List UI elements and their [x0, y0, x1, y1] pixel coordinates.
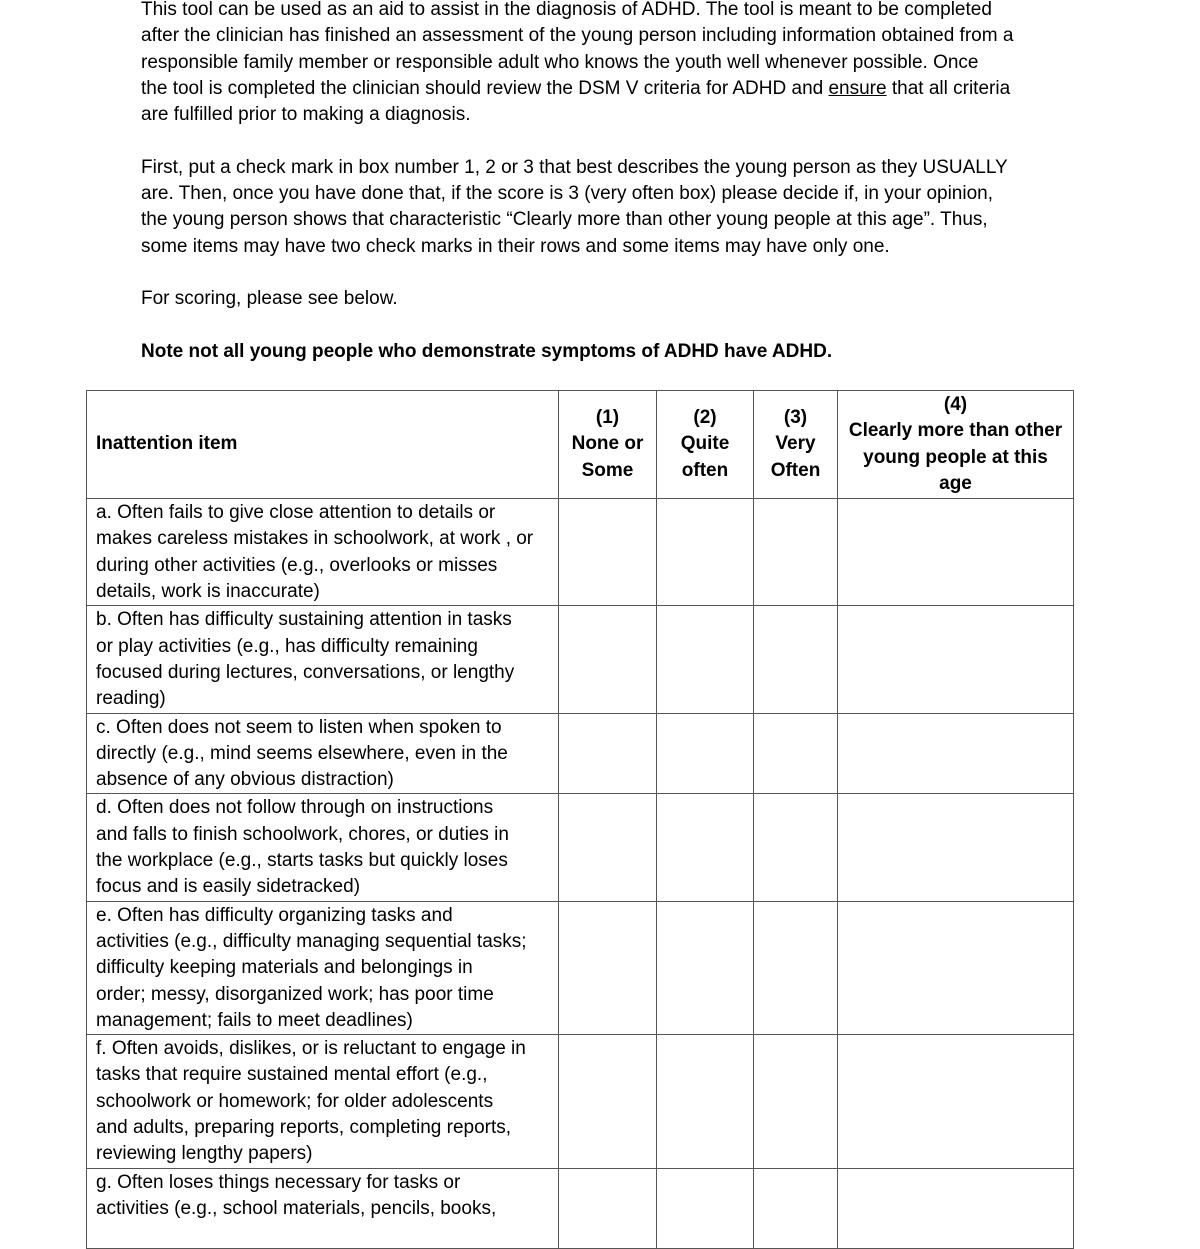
intro-line	[141, 76, 1071, 102]
item-line: g. Often loses things necessary for tasks or	[96, 1171, 461, 1193]
intro-line: This tool can be used as an aid to assist in the diagnosis of ADHD. The tool is meant to be completed	[141, 0, 992, 20]
table-row-item-a	[87, 499, 1074, 606]
item-g-checkbox-1[interactable]	[559, 1168, 657, 1248]
item-line: details, work is inaccurate)	[96, 581, 320, 603]
item-line: reading)	[96, 688, 166, 710]
item-line: activities (e.g., difficulty managing sequential tasks;	[96, 930, 527, 952]
item-a-checkbox-4[interactable]	[838, 499, 1074, 606]
item-e-checkbox-4[interactable]	[838, 901, 1074, 1034]
column-header-line: Quite	[680, 433, 730, 455]
column-header-clearly-more	[838, 391, 1074, 499]
item-g-text	[87, 1168, 559, 1248]
intro-line-part: the tool is completed the clinician should review the DSM V criteria for ADHD and	[141, 77, 829, 99]
intro-line-part: that all criteria	[886, 77, 1011, 99]
intro-line: some items may have two check marks in their rows and some items may have only one.	[141, 235, 890, 257]
item-line: activities (e.g., school materials, pencils, books,	[96, 1197, 497, 1219]
item-f-checkbox-1[interactable]	[559, 1035, 657, 1168]
inattention-item-header: Inattention item	[87, 391, 559, 499]
item-d-checkbox-3[interactable]	[754, 794, 838, 901]
item-b-checkbox-3[interactable]	[754, 606, 838, 713]
item-b-text	[87, 606, 559, 713]
table-header-row	[87, 391, 1074, 499]
item-d-checkbox-1[interactable]	[559, 794, 657, 901]
intro-line: are. Then, once you have done that, if the score is 3 (very often box) please decide if, in your opinion,	[141, 183, 993, 205]
item-line: a. Often fails to give close attention to details or	[96, 502, 496, 524]
item-line: management; fails to meet deadlines)	[96, 1009, 413, 1031]
item-a-text	[87, 499, 559, 606]
column-header-none-or-some	[559, 391, 657, 499]
table-row-item-g	[87, 1168, 1074, 1248]
item-line: d. Often does not follow through on instructions	[96, 797, 494, 819]
intro-line: First, put a check mark in box number 1, 2 or 3 that best describes the young person as they USUALLY	[141, 156, 1008, 178]
ensure-underlined-word: ensure	[828, 77, 887, 99]
intro-line: after the clinician has finished an assessment of the young person including information obtained from a	[141, 25, 1014, 47]
column-header-line: age	[939, 472, 972, 494]
column-header-line: (2)	[693, 407, 717, 429]
column-header-line: (3)	[783, 407, 808, 429]
inattention-table	[86, 390, 1074, 1249]
item-f-checkbox-4[interactable]	[838, 1035, 1074, 1168]
column-header-line: often	[681, 459, 729, 481]
column-header-line: Some	[581, 459, 634, 481]
instructions	[141, 0, 1071, 365]
item-b-checkbox-1[interactable]	[559, 606, 657, 713]
item-e-checkbox-3[interactable]	[754, 901, 838, 1034]
intro-paragraph-1	[141, 0, 1071, 128]
item-line: f. Often avoids, dislikes, or is reluctant to engage in	[96, 1038, 526, 1060]
item-line: and adults, preparing reports, completing reports,	[96, 1117, 512, 1139]
item-f-checkbox-3[interactable]	[754, 1035, 838, 1168]
column-header-very-often	[754, 391, 838, 499]
column-header-line: None or	[571, 433, 644, 455]
item-line: or play activities (e.g., has difficulty remaining	[96, 635, 478, 657]
item-f-text	[87, 1035, 559, 1168]
item-a-checkbox-2[interactable]	[657, 499, 754, 606]
item-e-checkbox-2[interactable]	[657, 901, 754, 1034]
intro-paragraph-2	[141, 155, 1071, 260]
adhd-disclaimer: Note not all young people who demonstrate symptoms of ADHD have ADHD.	[141, 340, 833, 362]
item-a-checkbox-3[interactable]	[754, 499, 838, 606]
item-line: focus and is easily sidetracked)	[96, 876, 361, 898]
table-row-item-f	[87, 1035, 1074, 1168]
item-line: e. Often has difficulty organizing tasks and	[96, 904, 453, 926]
column-header-quite-often	[657, 391, 754, 499]
table-row-item-e	[87, 901, 1074, 1034]
table-row-item-d	[87, 794, 1074, 901]
scoring-note: For scoring, please see below.	[141, 288, 398, 310]
item-line: c. Often does not seem to listen when spoken to	[96, 716, 502, 738]
item-line: makes careless mistakes in schoolwork, at work , or	[96, 528, 534, 550]
item-f-checkbox-2[interactable]	[657, 1035, 754, 1168]
item-d-text	[87, 794, 559, 901]
item-line: absence of any obvious distraction)	[96, 769, 394, 791]
table-row-item-b	[87, 606, 1074, 713]
column-header-line: (1)	[595, 407, 620, 429]
item-line: order; messy, disorganized work; has poor time	[96, 983, 494, 1005]
item-d-checkbox-2[interactable]	[657, 794, 754, 901]
item-b-checkbox-2[interactable]	[657, 606, 754, 713]
item-b-checkbox-4[interactable]	[838, 606, 1074, 713]
item-a-checkbox-1[interactable]	[559, 499, 657, 606]
intro-line: the young person shows that characteristic “Clearly more than other young people at this age”. Thus,	[141, 209, 988, 231]
item-e-checkbox-1[interactable]	[559, 901, 657, 1034]
item-line: focused during lectures, conversations, or lengthy	[96, 661, 515, 683]
item-e-text	[87, 901, 559, 1034]
item-c-checkbox-4[interactable]	[838, 713, 1074, 794]
item-line: b. Often has difficulty sustaining attention in tasks	[96, 609, 512, 631]
item-line: during other activities (e.g., overlooks or misses	[96, 554, 498, 576]
item-g-checkbox-3[interactable]	[754, 1168, 838, 1248]
intro-line: responsible family member or responsible adult who knows the youth well whenever possible. Once	[141, 51, 979, 73]
item-line: the workplace (e.g., starts tasks but quickly loses	[96, 850, 508, 872]
column-header-line: young people at this	[863, 446, 1048, 468]
item-line: directly (e.g., mind seems elsewhere, even in the	[96, 742, 508, 764]
item-c-checkbox-2[interactable]	[657, 713, 754, 794]
item-c-text	[87, 713, 559, 794]
item-g-checkbox-2[interactable]	[657, 1168, 754, 1248]
table-row-item-c	[87, 713, 1074, 794]
column-header-line: Clearly more than other	[848, 420, 1063, 442]
item-line: reviewing lengthy papers)	[96, 1143, 313, 1165]
item-c-checkbox-1[interactable]	[559, 713, 657, 794]
column-header-line: Very	[775, 433, 816, 455]
item-g-checkbox-4[interactable]	[838, 1168, 1074, 1248]
column-header-line: Often	[770, 459, 821, 481]
item-line: difficulty keeping materials and belongings in	[96, 957, 473, 979]
item-d-checkbox-4[interactable]	[838, 794, 1074, 901]
intro-line: are fulfilled prior to making a diagnosis.	[141, 104, 471, 126]
column-header-line: (4)	[943, 394, 968, 415]
item-line: tasks that require sustained mental effort (e.g.,	[96, 1064, 488, 1086]
item-c-checkbox-3[interactable]	[754, 713, 838, 794]
item-line: and falls to finish schoolwork, chores, or duties in	[96, 823, 509, 845]
item-line: schoolwork or homework; for older adolescents	[96, 1090, 494, 1112]
